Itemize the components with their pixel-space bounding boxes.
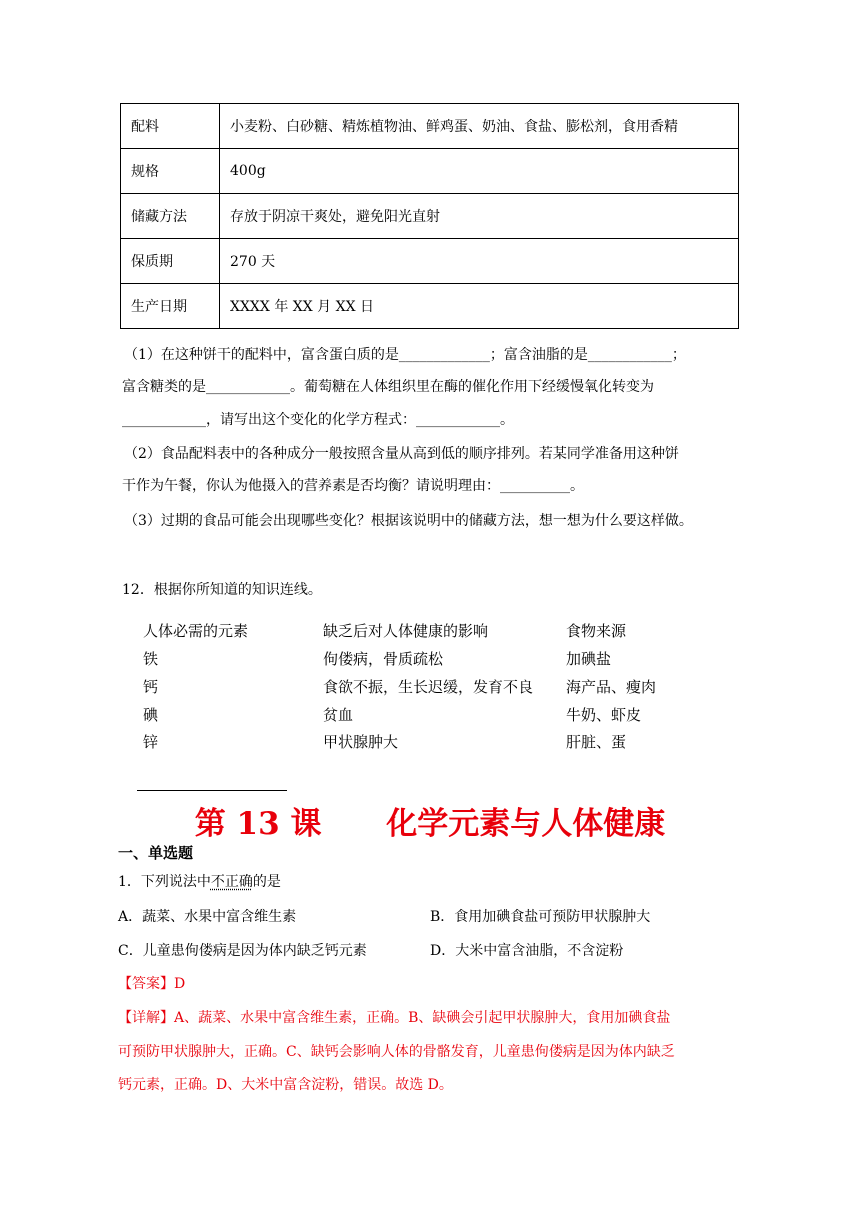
spec-value: 存放于阴凉干爽处，避免阳光直射 — [220, 194, 739, 239]
section-heading: 一、单选题 — [118, 844, 194, 862]
spec-value: 小麦粉、白砂糖、精炼植物油、鲜鸡蛋、奶油、食盐、膨松剂，食用香精 — [220, 104, 739, 149]
match-source: 加碘盐 — [566, 650, 612, 668]
explanation-line: 钙元素，正确。D、大米中富含淀粉，错误。故选 D。 — [118, 1077, 453, 1093]
option-c: C．儿童患佝偻病是因为体内缺乏钙元素 — [118, 943, 367, 959]
question-2-line: 干作为午餐，你认为他摄入的营养素是否均衡？请说明理由：__________。 — [122, 478, 584, 494]
table-row — [121, 239, 739, 284]
match-effect: 佝偻病，骨质疏松 — [323, 650, 444, 668]
match-element: 铁 — [143, 650, 159, 668]
stem-emphasis: 不正确 — [210, 874, 253, 890]
spec-label: 配料 — [121, 104, 220, 149]
lesson-title — [0, 798, 860, 843]
match-header: 食物来源 — [566, 622, 627, 640]
table-row — [121, 284, 739, 329]
stem-text: 的是 — [252, 874, 281, 890]
lesson-number: 第 13 课 — [194, 806, 322, 842]
match-element: 锌 — [143, 733, 159, 751]
divider — [137, 790, 287, 791]
lesson-name: 化学元素与人体健康 — [386, 806, 666, 842]
match-element: 钙 — [143, 678, 159, 696]
answer-line: 【答案】D — [118, 976, 186, 992]
match-effect: 食欲不振，生长迟缓，发育不良 — [323, 678, 534, 696]
spec-value: XXXX 年 XX 月 XX 日 — [220, 284, 739, 329]
explanation-line: 可预防甲状腺肿大，正确。C、缺钙会影响人体的骨骼发育，儿童患佝偻病是因为体内缺乏 — [118, 1044, 675, 1060]
question-12-stem: 12．根据你所知道的知识连线。 — [122, 582, 322, 598]
match-source: 海产品、瘦肉 — [566, 678, 657, 696]
question-1-stem — [118, 871, 281, 891]
match-source: 肝脏、蛋 — [566, 733, 627, 751]
spec-value: 400g — [220, 149, 739, 194]
match-header: 人体必需的元素 — [143, 622, 249, 640]
table-row — [121, 149, 739, 194]
table-row — [121, 104, 739, 149]
product-spec-table — [120, 103, 739, 329]
spec-value: 270 天 — [220, 239, 739, 284]
question-3-line: （3）过期的食品可能会出现哪些变化？根据该说明中的储藏方法，想一想为什么要这样做。 — [124, 513, 693, 529]
spec-label: 保质期 — [121, 239, 220, 284]
option-a: A．蔬菜、水果中富含维生素 — [118, 909, 297, 925]
match-header: 缺乏后对人体健康的影响 — [323, 622, 489, 640]
option-b: B．食用加碘食盐可预防甲状腺肿大 — [430, 909, 651, 925]
stem-text: 1．下列说法中 — [118, 874, 211, 890]
match-effect: 贫血 — [323, 706, 354, 724]
question-2-line: （2）食品配料表中的各种成分一般按照含量从高到低的顺序排列。若某同学准备用这种饼 — [124, 446, 679, 462]
spec-label: 生产日期 — [121, 284, 220, 329]
table-row — [121, 194, 739, 239]
spec-label: 储藏方法 — [121, 194, 220, 239]
match-source: 牛奶、虾皮 — [566, 706, 642, 724]
question-1-line: 富含糖类的是____________。葡萄糖在人体组织里在酶的催化作用下经缓慢氧化转变为 — [122, 379, 654, 395]
option-d: D．大米中富含油脂，不含淀粉 — [430, 943, 624, 959]
match-element: 碘 — [143, 706, 159, 724]
match-effect: 甲状腺肿大 — [323, 733, 399, 751]
explanation-line: 【详解】A、蔬菜、水果中富含维生素，正确。B、缺碘会引起甲状腺肿大，食用加碘食盐 — [118, 1010, 671, 1026]
question-1-line: （1）在这种饼干的配料中，富含蛋白质的是_____________；富含油脂的是____________； — [124, 347, 686, 363]
question-1-line: ____________，请写出这个变化的化学方程式：____________。 — [122, 412, 514, 428]
spec-label: 规格 — [121, 149, 220, 194]
